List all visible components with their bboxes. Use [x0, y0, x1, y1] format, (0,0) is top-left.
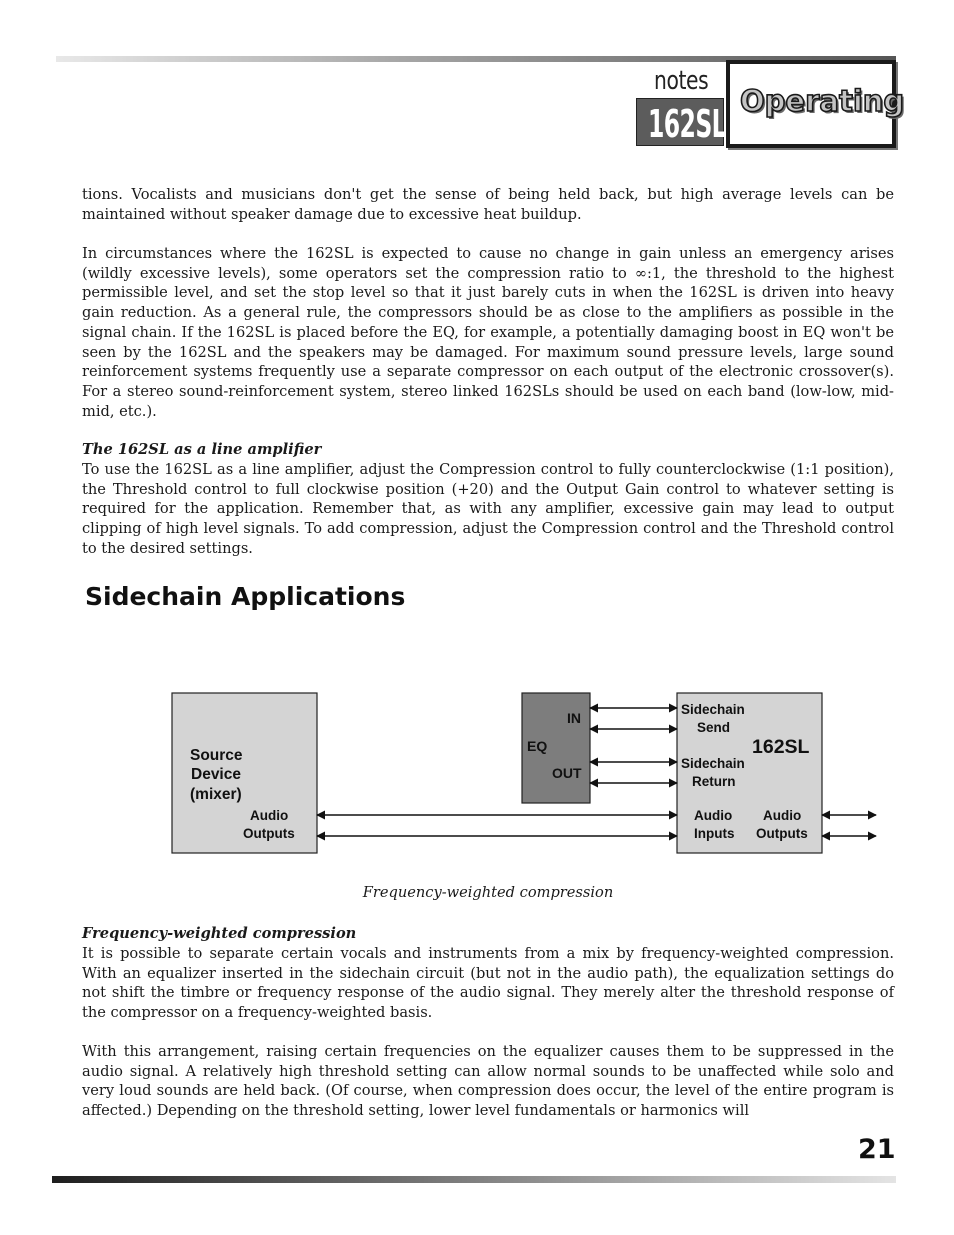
unit-outputs-2: Outputs	[756, 826, 808, 841]
unit-send-2: Send	[697, 720, 731, 735]
unit-model-label: 162SL	[752, 736, 810, 758]
paragraph-5: With this arrangement, raising certain frequencies on the equalizer causes them to be suppressed in the audio signal. A relatively high threshold setting can allow normal sounds to be unaffected while solo and very loud sounds are held back. (Of course, when compression does occur, the level of the entire program is affected.) Depending on the threshold setting, lower level fundamentals or harmonics will	[82, 1043, 894, 1120]
page-number: 21	[858, 1134, 896, 1165]
subheading-frequency-weighted: Frequency-weighted compression	[82, 925, 357, 942]
paragraph-3: To use the 162SL as a line amplifier, adjust the Compression control to fully counterclockwise (1:1 position), the Threshold control to full clockwise position (+20) and the Output Gain control to whatever setting is required for the application. Remember that, as with any amplifier, excessive gain may lead to output clipping of high level signals. To add compression, adjust the Compression control and the Threshold control to the desired settings.	[82, 461, 894, 557]
paragraph-1: tions. Vocalists and musicians don't get the sense of being held back, but high average levels can be maintained without speaker damage due to excessive heat buildup.	[82, 186, 894, 223]
source-label-3: (mixer)	[190, 786, 242, 803]
source-outputs-1: Audio	[250, 808, 289, 823]
eq-label: EQ	[527, 738, 548, 754]
unit-outputs-1: Audio	[763, 808, 802, 823]
notes-label: notes	[654, 66, 709, 96]
paragraph-2: In circumstances where the 162SL is expected to cause no change in gain unless an emergency arises (wildly excessive levels), some operators set the compression ratio to ∞:1, the threshold to the highest permissible level, and set the stop level so that it just barely cuts in when the 162SL is driven into heavy gain reduction. As a general rule, the compressors should be as close to the amplifiers as possible in the signal chain. If the 162SL is placed before the EQ, for example, a potentially damaging boost in EQ won't be seen by the 162SL and the speakers may be damaged. For maximum sound pressure levels, large sound reinforcement systems frequently use a separate compressor on each output of the electronic crossover(s). For a stereo sound-reinforcement system, stereo linked 162SLs should be used on each band (low-low, mid-mid, etc.).	[82, 245, 894, 420]
unit-inputs-1: Audio	[694, 808, 733, 823]
section-badge-text: Operating	[740, 84, 905, 118]
source-label-2: Device	[191, 766, 241, 783]
unit-return-1: Sidechain	[681, 756, 745, 771]
source-outputs-2: Outputs	[243, 826, 295, 841]
source-label-1: Source	[190, 747, 243, 764]
paragraph-4: It is possible to separate certain vocals and instruments from a mix by frequency-weighted compression. With an equalizer inserted in the sidechain circuit (but not in the audio path), the equalization settings do not shift the timbre or frequency response of the audio signal. They merely alter the threshold response of the compressor on a frequency-weighted basis.	[82, 945, 894, 1022]
unit-send-1: Sidechain	[681, 702, 745, 717]
eq-in-label: IN	[567, 710, 581, 726]
diagram-caption: Frequency-weighted compression	[362, 884, 614, 901]
eq-out-label: OUT	[552, 765, 582, 781]
footer-rule	[52, 1176, 896, 1183]
subheading-line-amplifier: The 162SL as a line amplifier	[82, 441, 322, 458]
model-badge-text: 162SL	[648, 102, 727, 146]
section-title: Sidechain Applications	[85, 582, 406, 611]
unit-return-2: Return	[692, 774, 736, 789]
unit-inputs-2: Inputs	[694, 826, 735, 841]
